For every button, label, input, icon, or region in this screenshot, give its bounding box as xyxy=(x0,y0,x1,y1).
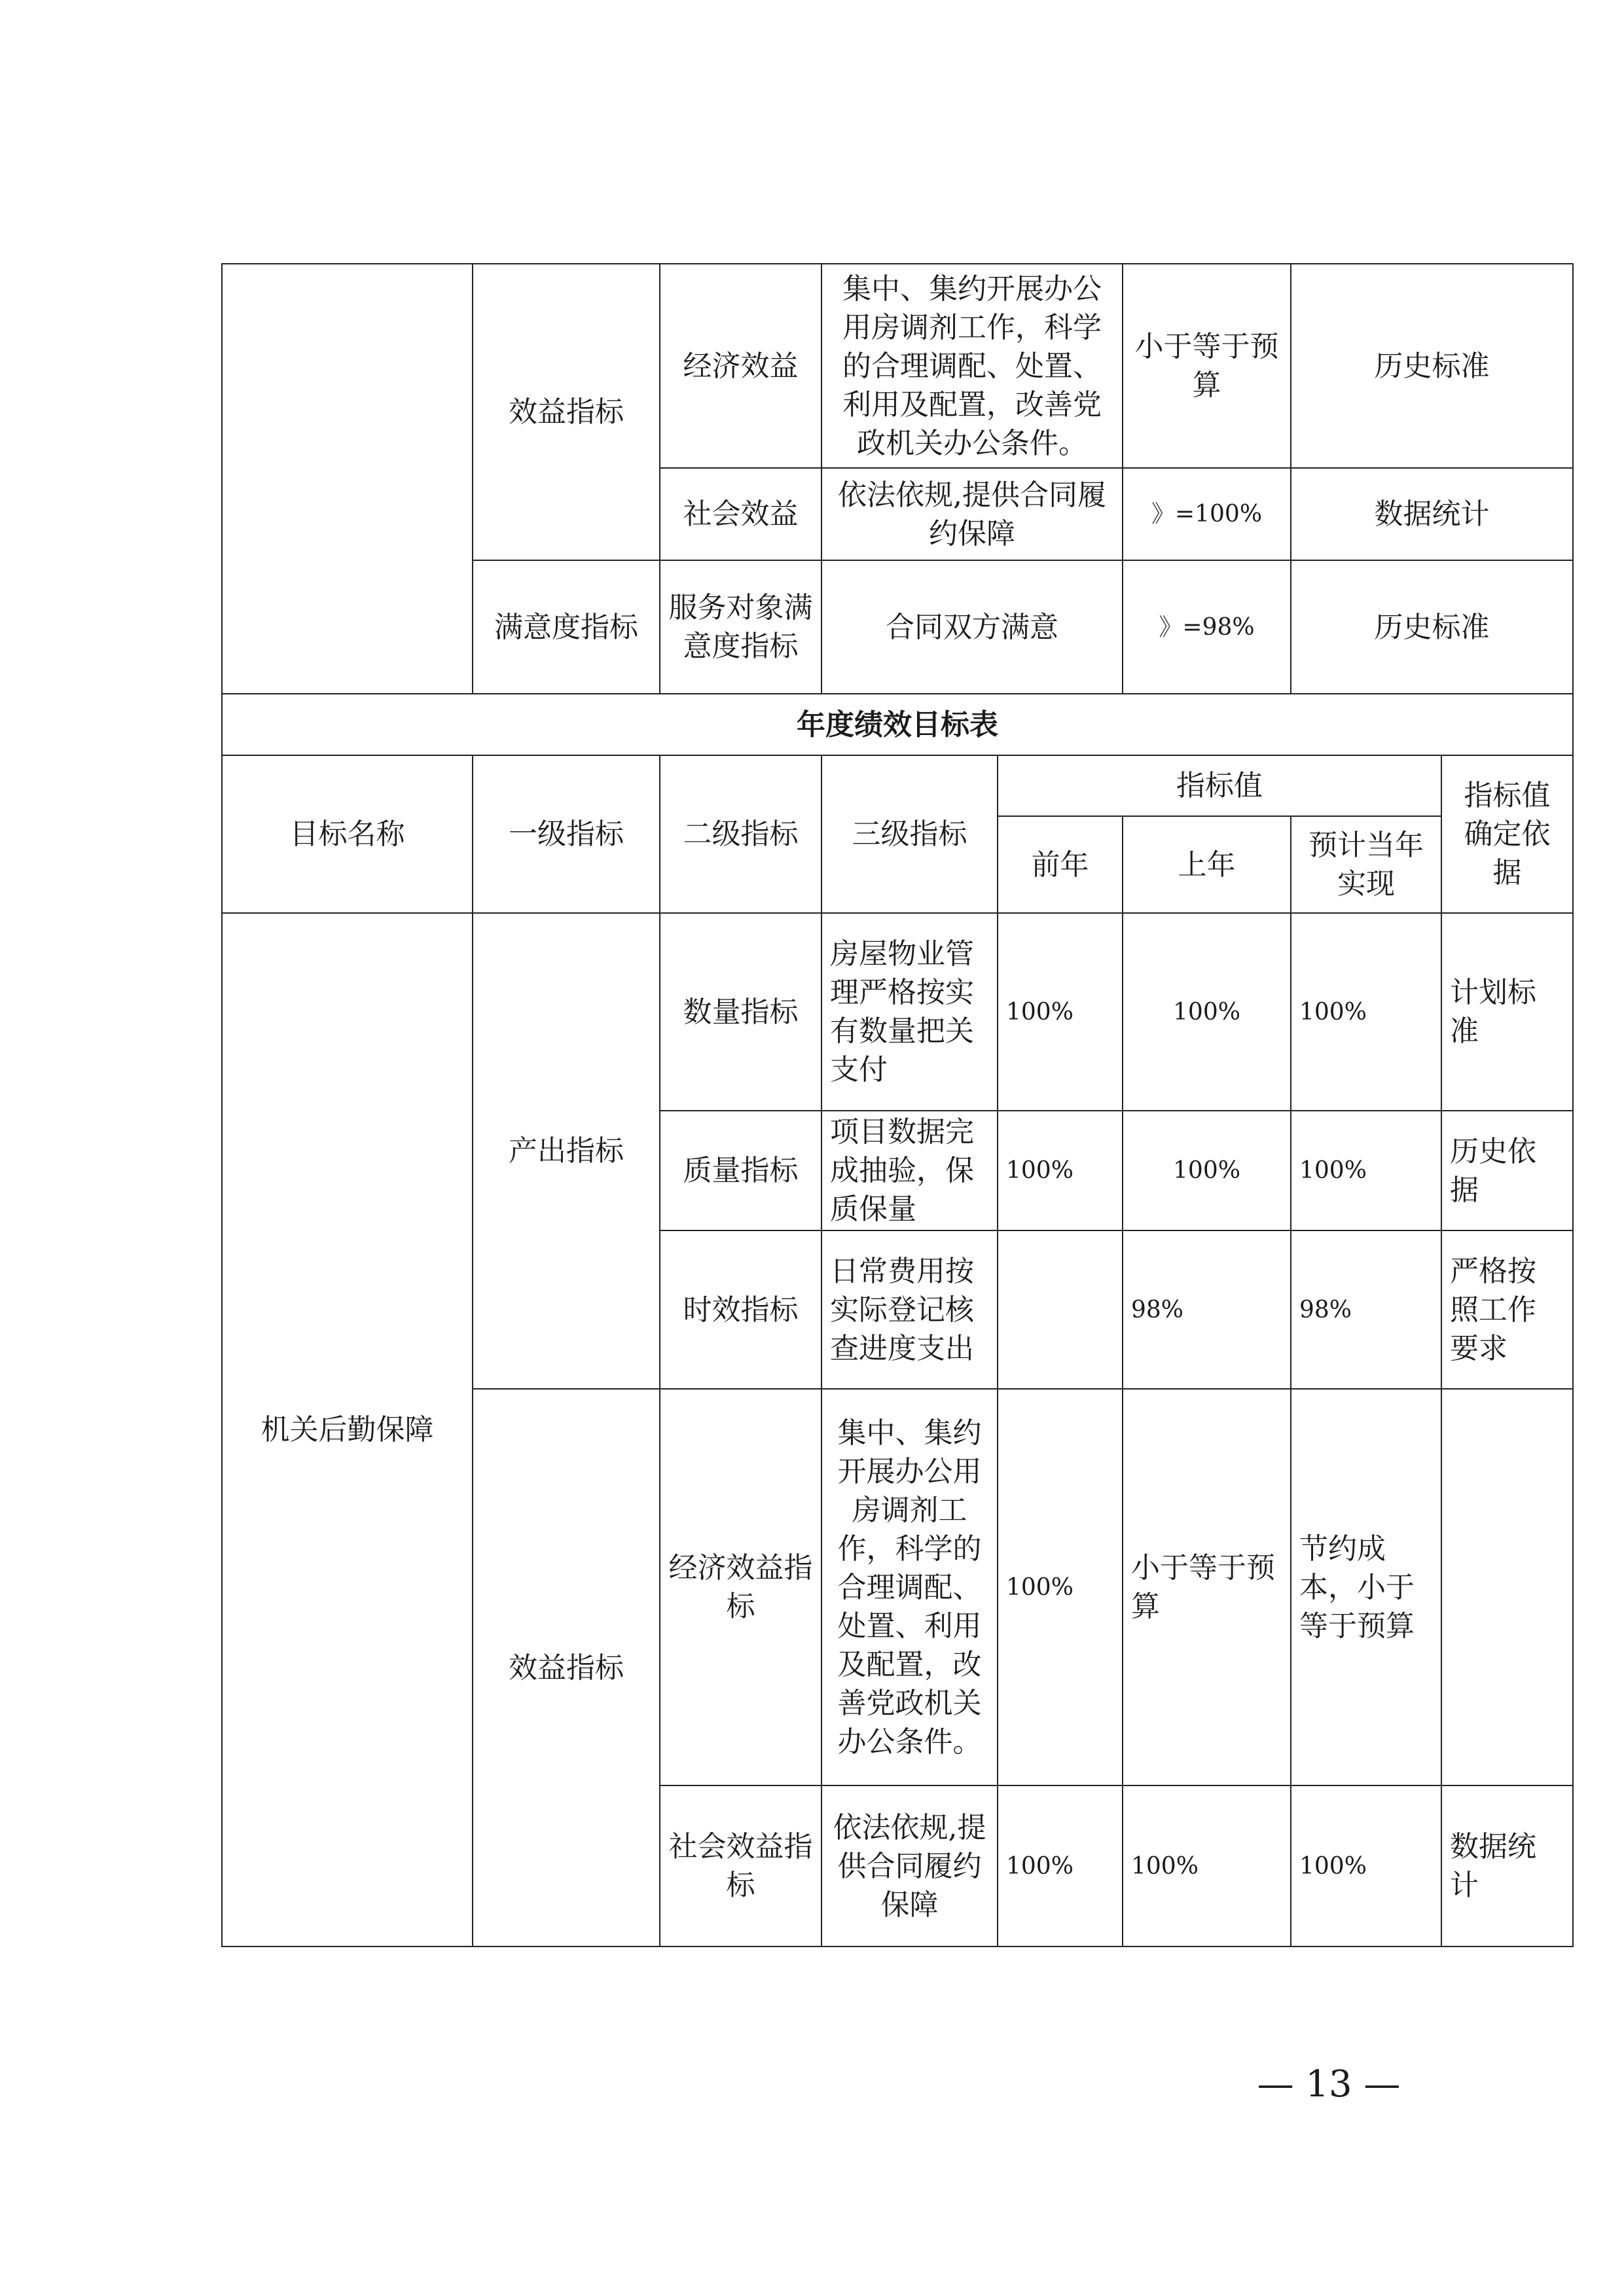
quality-l3: 项目数据完成抽验，保质保量 xyxy=(821,1111,998,1230)
quantity-prev: 100% xyxy=(998,913,1123,1111)
social-prev: 100% xyxy=(998,1785,1123,1946)
econ-benefit-label: 经济效益 xyxy=(660,264,821,468)
header-indicator-value: 指标值 xyxy=(998,755,1441,816)
table-row xyxy=(222,694,1573,755)
satisfaction-indicator-label: 满意度指标 xyxy=(473,560,660,694)
timeliness-l2: 时效指标 xyxy=(660,1230,821,1389)
header-level1: 一级指标 xyxy=(473,755,660,913)
header-expected: 预计当年实现 xyxy=(1291,816,1441,913)
social-basis: 数据统计 xyxy=(1441,1785,1573,1946)
performance-table xyxy=(221,263,1574,1947)
header-last-year: 上年 xyxy=(1123,816,1291,913)
quality-last: 100% xyxy=(1123,1111,1291,1230)
table-header-row xyxy=(222,755,1573,816)
econ-benefit-content: 集中、集约开展办公用房调剂工作，科学的合理调配、处置、利用及配置，改善党政机关办公条件。 xyxy=(821,264,1123,468)
quantity-basis: 计划标准 xyxy=(1441,913,1573,1111)
quality-expected: 100% xyxy=(1291,1111,1441,1230)
quantity-l3: 房屋物业管理严格按实有数量把关支付 xyxy=(821,913,998,1111)
satisfaction-value: 》=98% xyxy=(1123,560,1291,694)
quantity-l2: 数量指标 xyxy=(660,913,821,1111)
output-indicator-label: 产出指标 xyxy=(473,913,660,1389)
social-benefit-content: 依法依规,提供合同履约保障 xyxy=(821,468,1123,560)
header-level2: 二级指标 xyxy=(660,755,821,913)
annual-table-title: 年度绩效目标表 xyxy=(222,694,1573,755)
econ-benefit-value: 小于等于预算 xyxy=(1123,264,1291,468)
benefit-indicator-label-annual: 效益指标 xyxy=(473,1389,660,1946)
econ-last: 小于等于预算 xyxy=(1123,1389,1291,1785)
econ-prev: 100% xyxy=(998,1389,1123,1785)
quantity-last: 100% xyxy=(1123,913,1291,1111)
econ-l2: 经济效益指标 xyxy=(660,1389,821,1785)
benefit-indicator-label: 效益指标 xyxy=(473,264,660,560)
quality-prev: 100% xyxy=(998,1111,1123,1230)
timeliness-l3: 日常费用按实际登记核查进度支出 xyxy=(821,1230,998,1389)
social-l2: 社会效益指标 xyxy=(660,1785,821,1946)
header-level3: 三级指标 xyxy=(821,755,998,913)
quality-l2: 质量指标 xyxy=(660,1111,821,1230)
timeliness-last: 98% xyxy=(1123,1230,1291,1389)
social-benefit-basis: 数据统计 xyxy=(1291,468,1573,560)
econ-expected: 节约成本，小于等于预算 xyxy=(1291,1389,1441,1785)
timeliness-prev xyxy=(998,1230,1123,1389)
econ-benefit-basis: 历史标准 xyxy=(1291,264,1573,468)
social-l3: 依法依规,提供合同履约保障 xyxy=(821,1785,998,1946)
empty-cell xyxy=(222,264,473,694)
quality-basis: 历史依据 xyxy=(1441,1111,1573,1230)
social-benefit-value: 》=100% xyxy=(1123,468,1291,560)
social-last: 100% xyxy=(1123,1785,1291,1946)
satisfaction-basis: 历史标准 xyxy=(1291,560,1573,694)
header-basis: 指标值确定依据 xyxy=(1441,755,1573,913)
timeliness-expected: 98% xyxy=(1291,1230,1441,1389)
quantity-expected: 100% xyxy=(1291,913,1441,1111)
table-row xyxy=(222,264,1573,468)
header-target-name: 目标名称 xyxy=(222,755,473,913)
target-name: 机关后勤保障 xyxy=(222,913,473,1946)
social-benefit-label: 社会效益 xyxy=(660,468,821,560)
satisfaction-content: 合同双方满意 xyxy=(821,560,1123,694)
timeliness-basis: 严格按照工作要求 xyxy=(1441,1230,1573,1389)
satisfaction-sub-label: 服务对象满意度指标 xyxy=(660,560,821,694)
econ-basis xyxy=(1441,1389,1573,1785)
header-prev-year: 前年 xyxy=(998,816,1123,913)
page-number: — 13 — xyxy=(1257,2063,1401,2106)
social-expected: 100% xyxy=(1291,1785,1441,1946)
econ-l3: 集中、集约开展办公用房调剂工作，科学的合理调配、处置、利用及配置，改善党政机关办公条件。 xyxy=(821,1389,998,1785)
table-row xyxy=(222,913,1573,1111)
